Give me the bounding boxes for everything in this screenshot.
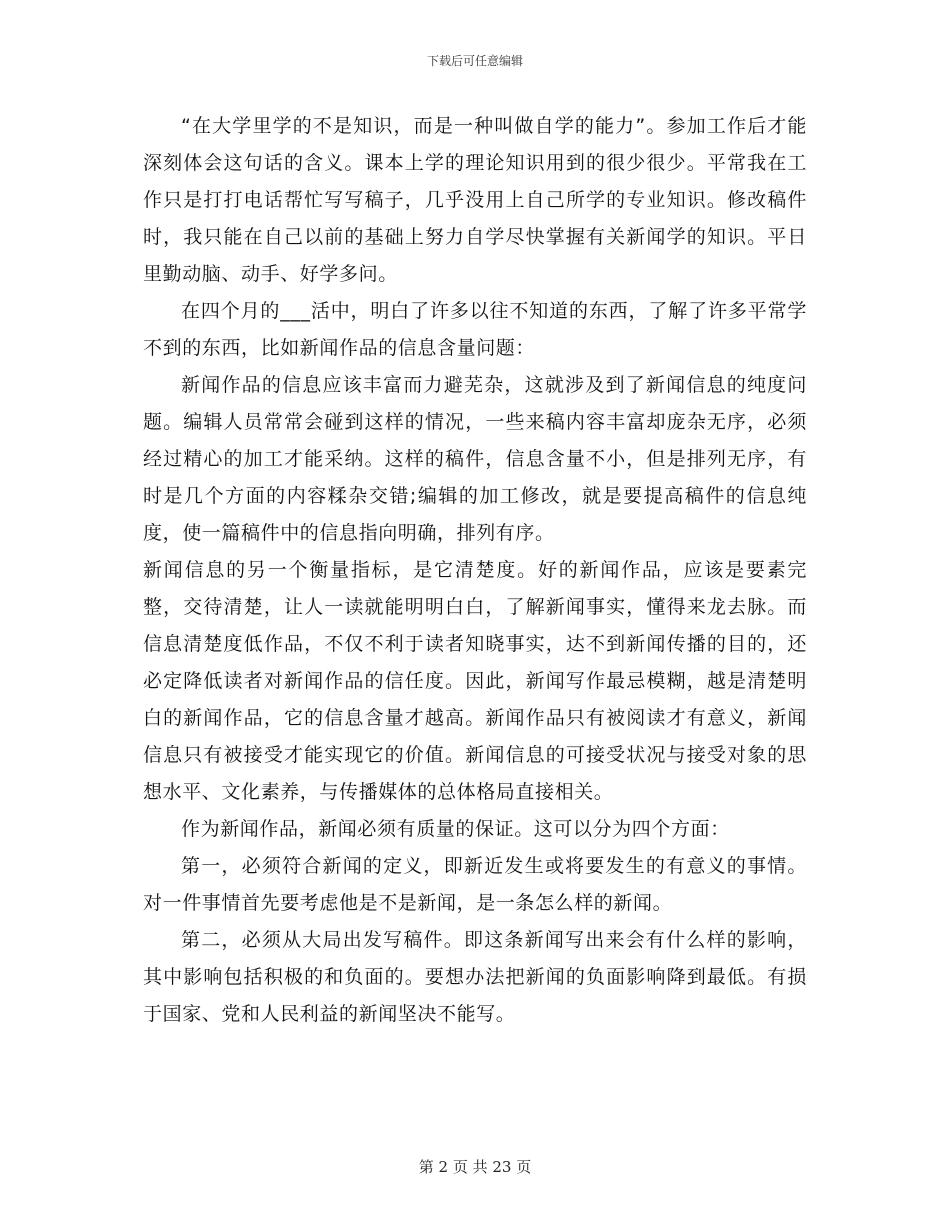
paragraph-1: “在大学里学的不是知识，而是一种叫做自学的能力”。参加工作后才能深刻体会这句话的含义。课本上学的理论知识用到的很少很少。平常我在工作只是打打电话帮忙写写稿子，几乎没用上自己所学的专业知识。修改稿件时，我只能在自己以前的基础上努力自学尽快掌握有关新闻学的知识。平日里勤动脑、动手、好学多问。	[143, 115, 807, 285]
paragraph-5: 作为新闻作品，新闻必须有质量的保证。这可以分为四个方面：	[181, 818, 730, 840]
paragraph-3: 新闻作品的信息应该丰富而力避芜杂，这就涉及到了新闻信息的纯度问题。编辑人员常常会碰到这样的情况，一些来稿内容丰富却庞杂无序，必须经过精心的加工才能采纳。这样的稿件，信息含量不小，但是排列无序，有时是几个方面的内容糅杂交错;编辑的加工修改，就是要提高稿件的信息纯度，使一篇稿件中的信息指向明确，排列有序。	[143, 374, 807, 544]
paragraph-4: 新闻信息的另一个衡量指标，是它清楚度。好的新闻作品，应该是要素完整，交待清楚，让人一读就能明明白白，了解新闻事实，懂得来龙去脉。而信息清楚度低作品，不仅不利于读者知晓事实，达不到新闻传播的目的，还必定降低读者对新闻作品的信任度。因此，新闻写作最忌模糊，越是清楚明白的新闻作品，它的信息含量才越高。新闻作品只有被阅读才有意义，新闻信息只有被接受才能实现它的价值。新闻信息的可接受状况与接受对象的思想水平、文化素养，与传播媒体的总体格局直接相关。	[143, 559, 807, 803]
paragraph-2: 在四个月的___活中，明白了许多以往不知道的东西，了解了许多平常学不到的东西，比如新闻作品的信息含量问题：	[143, 300, 807, 359]
paragraph-6: 第一，必须符合新闻的定义，即新近发生或将要发生的有意义的事情。对一件事情首先要考虑他是不是新闻，是一条怎么样的新闻。	[143, 855, 807, 914]
page-header: 下载后可任意编辑	[426, 54, 523, 68]
paragraph-7: 第二，必须从大局出发写稿件。即这条新闻写出来会有什么样的影响，其中影响包括积极的和负面的。要想办法把新闻的负面影响降到最低。有损于国家、党和人民利益的新闻坚决不能写。	[143, 929, 807, 1025]
page-number-footer: 第 2 页 共 23 页	[418, 1158, 532, 1176]
document-body	[143, 108, 807, 1033]
